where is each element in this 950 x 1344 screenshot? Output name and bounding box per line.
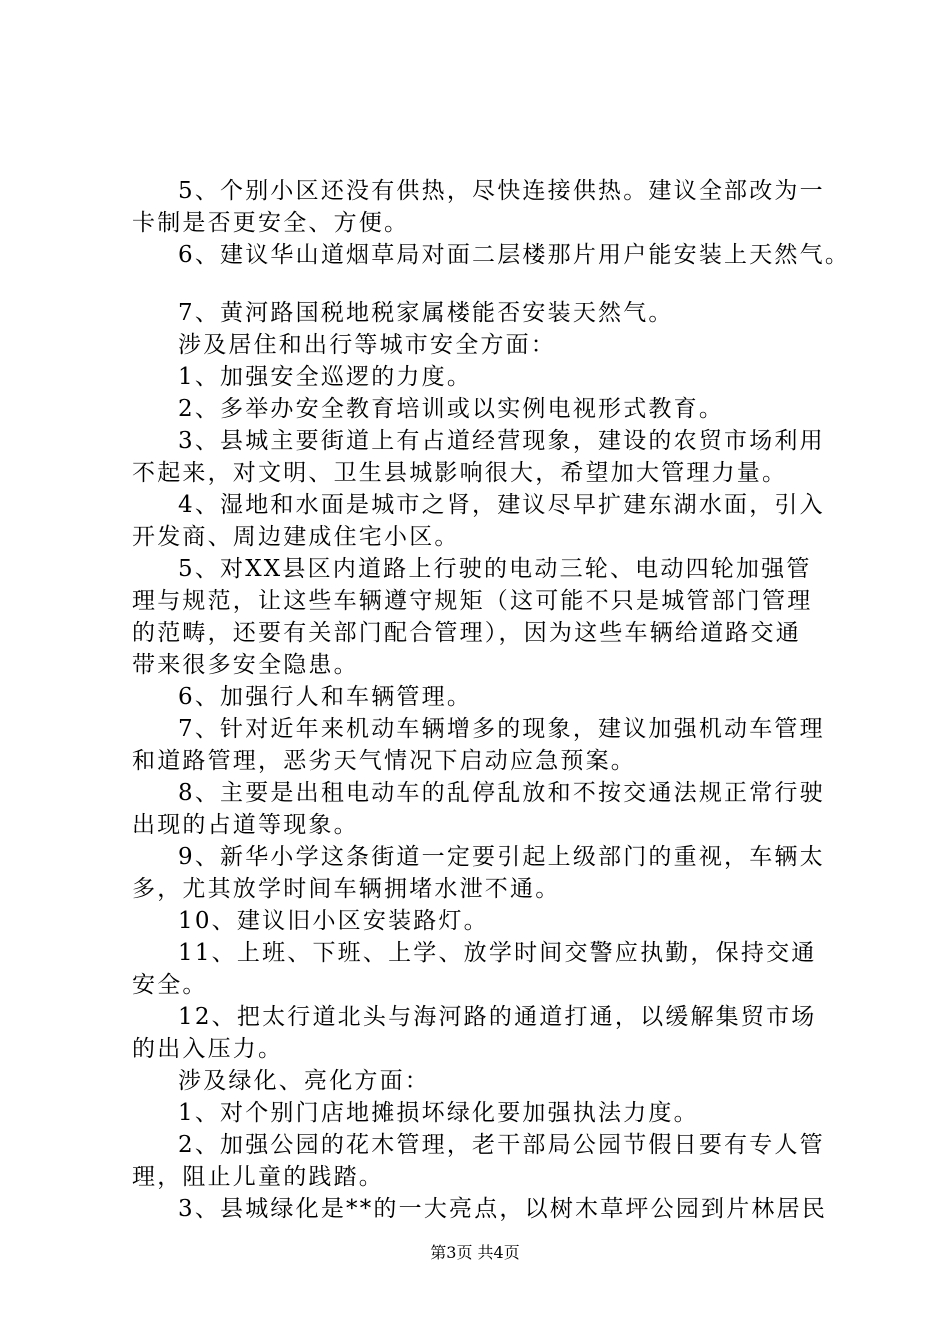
paragraph-line: 5、对XX县区内道路上行驶的电动三轮、电动四轮加强管	[178, 556, 812, 582]
paragraph-line: 6、加强行人和车辆管理。	[178, 684, 473, 710]
paragraph-line: 10、建议旧小区安装路灯。	[178, 908, 489, 934]
paragraph-line: 2、加强公园的花木管理，老干部局公园节假日要有专人管	[178, 1132, 825, 1158]
paragraph-line: 9、新华小学这条街道一定要引起上级部门的重视，车辆太	[178, 844, 825, 870]
paragraph-line: 3、县城绿化是**的一大亮点，以树木草坪公园到片林居民	[178, 1196, 828, 1222]
paragraph-line: 7、黄河路国税地税家属楼能否安装天然气。	[178, 300, 674, 326]
paragraph-line: 2、多举办安全教育培训或以实例电视形式教育。	[178, 396, 725, 422]
paragraph-line: 带来很多安全隐患。	[132, 652, 359, 678]
paragraph-line: 开发商、周边建成住宅小区。	[132, 524, 460, 550]
paragraph-line: 和道路管理，恶劣天气情况下启动应急预案。	[132, 748, 636, 774]
paragraph-line: 的出入压力。	[132, 1036, 284, 1062]
section-heading: 涉及绿化、亮化方面：	[178, 1068, 430, 1094]
paragraph-line: 7、针对近年来机动车辆增多的现象，建议加强机动车管理	[178, 716, 825, 742]
paragraph-line: 不起来，对文明、卫生县城影响很大，希望加大管理力量。	[132, 460, 788, 486]
paragraph-line: 3、县城主要街道上有占道经营现象，建设的农贸市场利用	[178, 428, 825, 454]
paragraph-line: 理，阻止儿童的践踏。	[132, 1164, 384, 1190]
paragraph-line: 11、上班、下班、上学、放学时间交警应执勤，保持交通	[178, 940, 817, 966]
paragraph-line: 1、对个别门店地摊损坏绿化要加强执法力度。	[178, 1100, 699, 1126]
paragraph-line: 6、建议华山道烟草局对面二层楼那片用户能安装上天然气。	[178, 242, 851, 268]
section-heading: 涉及居住和出行等城市安全方面：	[178, 332, 556, 358]
paragraph-line: 出现的占道等现象。	[132, 812, 359, 838]
paragraph-line: 5、个别小区还没有供热，尽快连接供热。建议全部改为一	[178, 178, 825, 204]
paragraph-line: 安全。	[132, 972, 208, 998]
paragraph-line: 12、把太行道北头与海河路的通道打通，以缓解集贸市场	[178, 1004, 817, 1030]
paragraph-line: 多，尤其放学时间车辆拥堵水泄不通。	[132, 876, 561, 902]
paragraph-line: 卡制是否更安全、方便。	[132, 210, 410, 236]
paragraph-line: 理与规范，让这些车辆遵守规矩（这可能不只是城管部门管理	[132, 588, 813, 614]
paragraph-line: 的范畴，还要有关部门配合管理），因为这些车辆给道路交通	[132, 620, 801, 646]
paragraph-line: 1、加强安全巡逻的力度。	[178, 364, 473, 390]
paragraph-line: 4、湿地和水面是城市之肾，建议尽早扩建东湖水面，引入	[178, 492, 825, 518]
paragraph-line: 8、主要是出租电动车的乱停乱放和不按交通法规正常行驶	[178, 780, 825, 806]
page-footer: 第3页 共4页	[430, 1243, 520, 1262]
